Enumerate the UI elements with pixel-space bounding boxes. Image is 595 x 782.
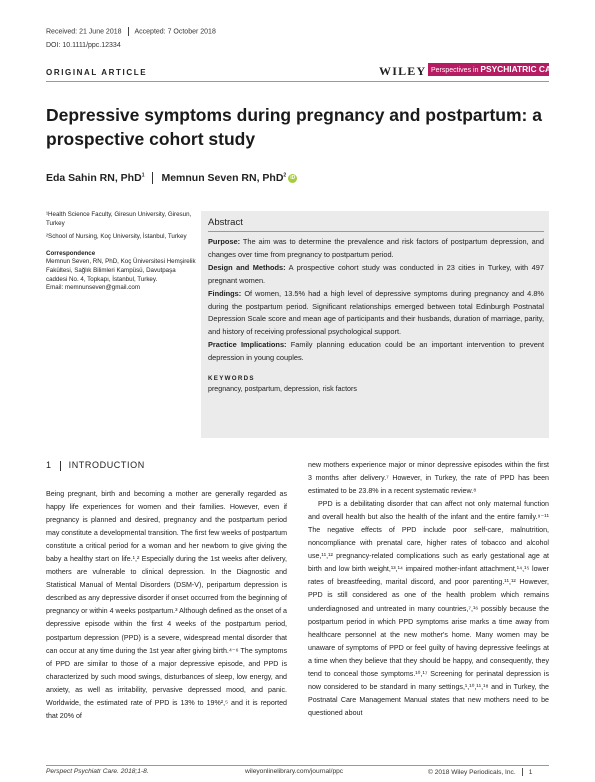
header-rule [46, 81, 549, 82]
keywords-heading: KEYWORDS [208, 375, 255, 382]
abstract-findings: Findings: Of women, 13.5% had a high level of depressive symptoms during pregnancy and 4.8% during the postpartum period. Significant relationships emerged between total Edinburgh Postnatal Depression Scale score and mean age of participants and their husbands, duration of marriage, parity, and history of receiving professional psychological support. [208, 289, 544, 336]
abstract-purpose: Purpose: The aim was to determine the prevalence and risk factors of postpartum depression, and changes over time from pregnancy to postpartum period. [208, 237, 544, 259]
correspondence-address: Memnun Seven, RN, PhD, Koç Üniversitesi Hemşirelik Fakültesi, Sağlık Bilimleri Kampüsü, Davutpaşa caddesi No. 4, Topkapı, İstanbul, Turkey. [46, 258, 196, 283]
section-heading [46, 460, 145, 471]
journal-logo [428, 63, 563, 76]
accepted-date: Accepted: 7 October 2018 [134, 28, 216, 36]
affiliation-1: ¹Health Science Faculty, Giresun University, Giresun, Turkey [46, 211, 192, 227]
correspondence-heading: Correspondence [46, 249, 96, 257]
section-title: INTRODUCTION [68, 460, 145, 470]
page-number: 1 [528, 768, 533, 776]
body-column-right [308, 459, 549, 720]
footer-url[interactable]: wileyonlinelibrary.com/journal/ppc [245, 768, 344, 775]
article-type: ORIGINAL ARTICLE [46, 68, 148, 77]
article-title: Depressive symptoms during pregnancy and postpartum: a prospective cohort study [46, 105, 542, 149]
abstract-rule [208, 231, 544, 232]
abstract-heading: Abstract [208, 217, 243, 228]
paragraph: Being pregnant, birth and becoming a mother are generally regarded as happy life experiences for women and their families. However, even if pregnancy is planned and desired, pregnancy and the postpartum period may constitute a developmental transition. The first few weeks of postpartum constitute a critical period for a woman and her newborn to give giving the baby a healthy start on life.¹,² Especially during the 1st weeks after delivery, mothers are vulnerable to clinical depression. In the Diagnostic and Statistical Manual of Mental Disorders (DSM-V), peripartum depression is described as any depressive disorder if onset occurred from the beginning of pregnancy or within 4 weeks postpartum.³ Although defined as the onset of a depressive episode within the first 4 weeks of the postpartum period, postpartum depression (PPD) is a severe, widespread mental disorder that can occur at any time during the 1st year after giving birth.⁴⁻⁶ The symptoms of PPD are similar to those of a major depressive episode, and PPD is characterized by such mood swings, disturbances of sleep, low energy, and anxiety, as well as irritability, pervasive depressed mood, and panic. Worldwide, the estimated rate of PPD is 13% to 19%²,⁵ and it is reported that 20% of [46, 490, 287, 720]
doi[interactable]: DOI: 10.1111/ppc.12334 [46, 42, 121, 49]
author-divider [152, 172, 153, 184]
keywords: pregnancy, postpartum, depression, risk factors [208, 385, 357, 393]
footer-citation: Perspect Psychiatr Care. 2018;1-8. [46, 768, 149, 775]
section-divider [60, 461, 61, 471]
received-date: Received: 21 June 2018 [46, 28, 122, 36]
body-column-left [46, 488, 287, 723]
submission-dates [46, 27, 216, 36]
paragraph: new mothers experience major or minor depressive episodes within the first 3 months after delivery.⁷ However, in Turkey, the rate of PPD has been estimated to be 23.8% in a recent systematic review.⁸ [308, 461, 549, 496]
footer-divider [522, 768, 523, 776]
author-1[interactable]: Eda Sahin RN, PhD$^1$ [46, 172, 145, 184]
abstract-implications: Practice Implications: Family planning education could be an important intervention to prevent depression in young couples. [208, 340, 545, 362]
publisher-logo: WILEY [379, 64, 427, 78]
abstract-box [201, 211, 549, 438]
journal-name: PSYCHIATRIC CARE [480, 64, 563, 74]
footer-rule [46, 765, 549, 766]
affiliations [46, 211, 196, 293]
section-number: 1 [46, 460, 52, 470]
orcid-icon[interactable]: iD [290, 174, 296, 181]
paragraph: PPD is a debilitating disorder that can affect not only maternal function and overall health but also the health of the infant and the entire family.⁹⁻¹¹ The negative effects of PPD include poor self-care, malnutrition, noncompliance with prenatal care, higher rates of tobacco and alcohol use,¹¹,¹² pregnancy-related complications such as early gestational age at birth and low birth weight,¹³,¹⁴ impaired mother-infant attachment,¹⁴,¹⁵ lower rates of breastfeeding, marital discord, and poor parenting.¹¹,¹² However, PPD is still considered as one of the health problem which remains underdiagnosed and untreated in many countries,⁷,¹⁶ possibly because the postpartum period in which PPD symptoms arise marks a time away from healthcare personnel at the new mother's home. Many women may be unaware of symptoms of PPD or feel guilty of having depressive feelings at a time when they believe that they should be happy, and consequently, they tend to conceal those symptoms.¹⁰,¹⁷ Screening for perinatal depression is now considered to be standard in many settings,¹,¹⁰,¹¹,¹⁸ and in Turkey, the Postnatal Care Management Manual states that new mothers need to be questioned about [308, 500, 549, 717]
divider [128, 27, 129, 36]
journal-prefix: Perspectives in [431, 67, 479, 74]
footer-copyright: © 2018 Wiley Periodicals, Inc. 1 [428, 768, 533, 776]
abstract-design: Design and Methods: A prospective cohort study was conducted in 23 cities in Turkey, with 497 pregnant women. [208, 263, 544, 285]
correspondence-email[interactable]: Email: memnunseven@gmail.com [46, 284, 140, 292]
author-2[interactable]: Memnun Seven RN, PhD$^2$ [161, 172, 287, 184]
author-list [46, 172, 297, 184]
affiliation-2: ²School of Nursing, Koç University, İstanbul, Turkey [46, 233, 187, 241]
